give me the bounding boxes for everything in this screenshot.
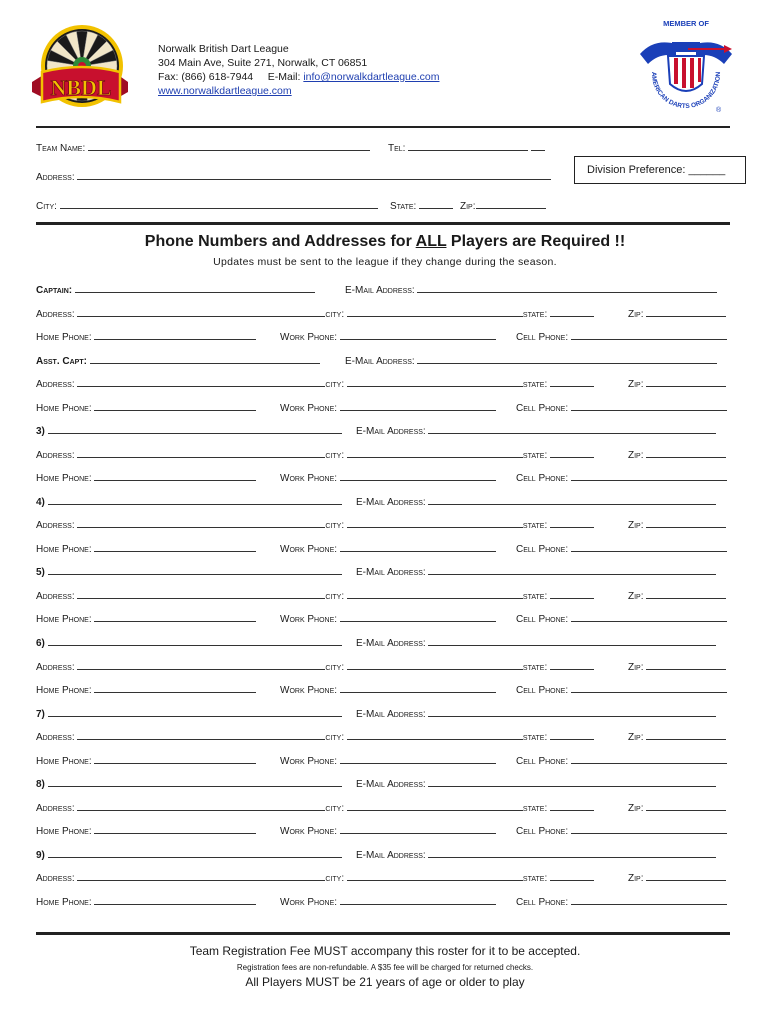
player-email-field[interactable] (428, 565, 716, 575)
player-email-row (356, 636, 716, 650)
player-cell-phone-field[interactable] (571, 401, 727, 411)
player-city-field[interactable] (347, 801, 523, 811)
player-email-row (356, 777, 716, 791)
player-home-phone-field[interactable] (94, 612, 256, 622)
team-zip-row (460, 199, 546, 213)
player-work-phone-label: Work Phone: (280, 614, 338, 626)
player-address-row (36, 518, 594, 532)
player-name-row (36, 354, 320, 368)
team-state-row (390, 199, 453, 213)
player-email-label: E-Mail Address: (345, 355, 415, 367)
player-home-phone-field[interactable] (94, 471, 256, 481)
team-state-field[interactable] (419, 199, 453, 209)
player-cell-phone-label: Cell Phone: (516, 543, 569, 555)
player-cell-phone-label: Cell Phone: (516, 755, 569, 767)
org-address: 304 Main Ave, Suite 271, Norwalk, CT 06851 (158, 57, 368, 69)
player-cell-phone-label: Cell Phone: (516, 896, 569, 908)
player-zip-row (628, 307, 726, 321)
player-home-phone-field[interactable] (94, 542, 256, 552)
player-email-field[interactable] (417, 354, 717, 364)
player-cell-phone-row (516, 824, 727, 838)
player-address-field[interactable] (77, 589, 325, 599)
section-title-all: ALL (415, 233, 447, 250)
player-state-field[interactable] (550, 589, 594, 599)
player-work-phone-label: Work Phone: (280, 755, 338, 767)
player-zip-label: Zip: (628, 732, 644, 744)
player-email-field[interactable] (428, 777, 716, 787)
player-home-phone-label: Home Phone: (36, 543, 92, 555)
player-work-phone-field[interactable] (340, 824, 496, 834)
section-rule (36, 222, 730, 225)
player-address-field[interactable] (77, 730, 325, 740)
player-state-field[interactable] (550, 801, 594, 811)
player-cell-phone-label: Cell Phone: (516, 473, 569, 485)
player-zip-row (628, 518, 726, 532)
player-cell-phone-label: Cell Phone: (516, 685, 569, 696)
player-state-field[interactable] (550, 377, 594, 387)
player-address-label: Address: (36, 873, 75, 885)
tel-field-ext[interactable] (531, 141, 545, 151)
player-zip-row (628, 377, 726, 391)
player-home-phone-label: Home Phone: (36, 685, 92, 696)
player-email-row (345, 354, 717, 368)
player-name-row (36, 848, 342, 862)
player-cell-phone-row (516, 895, 727, 909)
player-work-phone-field[interactable] (340, 401, 496, 411)
player-address-field[interactable] (77, 801, 325, 811)
player-home-phone-field[interactable] (94, 824, 256, 834)
player-email-field[interactable] (428, 848, 716, 858)
player-cell-phone-row (516, 683, 727, 697)
player-work-phone-field[interactable] (340, 612, 496, 622)
fax-email-line (158, 70, 440, 85)
player-address-field[interactable] (77, 518, 325, 528)
team-zip-field[interactable] (476, 199, 546, 209)
team-name-label: Team Name: (36, 143, 86, 154)
player-city-field[interactable] (347, 730, 523, 740)
player-cell-phone-label: Cell Phone: (516, 826, 569, 838)
player-state-label: state: (522, 308, 548, 320)
section-title-pre: Phone Numbers and Addresses for (144, 233, 416, 250)
player-home-phone-label: Home Phone: (36, 896, 92, 908)
player-city-field[interactable] (347, 377, 523, 387)
player-home-phone-row (36, 895, 256, 909)
player-address-field[interactable] (77, 377, 325, 387)
player-label: 7) (36, 708, 45, 720)
player-home-phone-row (36, 542, 256, 556)
player-name-row (36, 424, 342, 438)
player-work-phone-row (280, 824, 496, 838)
section-title-post: Players are Required !! (446, 233, 626, 250)
player-address-label: Address: (36, 520, 75, 532)
org-name: Norwalk British Dart League (158, 43, 289, 55)
player-state-field[interactable] (550, 871, 594, 881)
player-email-row (356, 424, 716, 438)
player-zip-field[interactable] (646, 589, 726, 599)
player-address-label: Address: (36, 732, 75, 744)
player-city-label: city: (325, 661, 345, 673)
player-home-phone-field[interactable] (94, 683, 256, 693)
player-name-row (36, 707, 342, 721)
player-email-row (356, 848, 716, 862)
player-home-phone-row (36, 330, 256, 344)
player-address-field[interactable] (77, 660, 325, 670)
player-home-phone-row (36, 824, 256, 838)
nbdl-logo (28, 20, 132, 120)
player-address-row (36, 660, 594, 674)
player-zip-field[interactable] (646, 518, 726, 528)
tel-field[interactable] (408, 141, 528, 151)
player-state-field[interactable] (550, 730, 594, 740)
player-email-field[interactable] (417, 283, 717, 293)
player-state-label: state: (522, 379, 548, 391)
player-work-phone-row (280, 471, 496, 485)
player-address-label: Address: (36, 449, 75, 461)
player-label: Captain: (36, 285, 73, 296)
player-state-field[interactable] (550, 660, 594, 670)
player-zip-row (628, 730, 726, 744)
player-cell-phone-field[interactable] (571, 471, 727, 481)
player-zip-row (628, 448, 726, 462)
player-zip-field[interactable] (646, 307, 726, 317)
player-name-field[interactable] (90, 354, 320, 364)
player-home-phone-field[interactable] (94, 895, 256, 905)
player-work-phone-row (280, 330, 496, 344)
player-work-phone-label: Work Phone: (280, 896, 338, 908)
player-address-label: Address: (36, 590, 75, 602)
player-zip-row (628, 589, 726, 603)
player-work-phone-field[interactable] (340, 542, 496, 552)
player-cell-phone-field[interactable] (571, 542, 727, 552)
player-cell-phone-field[interactable] (571, 895, 727, 905)
player-name-row (36, 495, 342, 509)
player-home-phone-label: Home Phone: (36, 332, 92, 343)
team-state-label: State: (390, 201, 417, 212)
player-name-row (36, 636, 342, 650)
team-address-field[interactable] (77, 170, 551, 180)
player-cell-phone-field[interactable] (571, 612, 727, 622)
player-work-phone-row (280, 683, 496, 697)
team-address-row (36, 170, 551, 184)
player-city-label: city: (325, 590, 345, 602)
player-address-label: Address: (36, 308, 75, 320)
player-home-phone-row (36, 754, 256, 768)
player-zip-field[interactable] (646, 448, 726, 458)
team-address-label: Address: (36, 172, 75, 183)
ado-reg-mark: ® (716, 107, 722, 114)
player-work-phone-field[interactable] (340, 683, 496, 693)
nonrefund-notice: Registration fees are non-refundable. A $35 fee will be charged for returned checks. (236, 963, 534, 972)
player-address-row (36, 448, 594, 462)
player-work-phone-row (280, 895, 496, 909)
player-work-phone-field[interactable] (340, 754, 496, 764)
player-cell-phone-row (516, 754, 727, 768)
player-zip-row (628, 801, 726, 815)
player-work-phone-field[interactable] (340, 895, 496, 905)
tel-label: Tel: (388, 143, 406, 154)
player-email-label: E-Mail Address: (356, 779, 426, 791)
player-cell-phone-row (516, 471, 727, 485)
player-zip-field[interactable] (646, 801, 726, 811)
section-title (0, 233, 770, 251)
player-address-row (36, 730, 594, 744)
player-zip-row (628, 660, 726, 674)
player-state-label: state: (522, 661, 548, 673)
player-name-field[interactable] (48, 777, 342, 787)
fax-number: Fax: (866) 618-7944 (158, 71, 254, 83)
player-zip-label: Zip: (628, 379, 644, 391)
section-subtitle: Updates must be sent to the league if they change during the season. (213, 256, 557, 268)
player-state-field[interactable] (550, 448, 594, 458)
player-state-field[interactable] (550, 518, 594, 528)
player-label: 9) (36, 849, 45, 861)
player-email-row (356, 707, 716, 721)
player-address-row (36, 307, 594, 321)
player-work-phone-row (280, 542, 496, 556)
player-work-phone-field[interactable] (340, 471, 496, 481)
player-work-phone-row (280, 401, 496, 415)
player-label: 8) (36, 779, 45, 791)
player-name-field[interactable] (48, 495, 342, 505)
player-work-phone-row (280, 754, 496, 768)
player-name-row (36, 283, 315, 297)
player-work-phone-label: Work Phone: (280, 473, 338, 485)
team-name-row (36, 141, 370, 155)
player-address-label: Address: (36, 379, 75, 391)
player-email-field[interactable] (428, 424, 716, 434)
player-state-label: state: (522, 732, 548, 744)
header-rule (36, 126, 730, 128)
player-zip-label: Zip: (628, 802, 644, 814)
player-home-phone-field[interactable] (94, 754, 256, 764)
player-city-label: city: (325, 520, 345, 532)
player-home-phone-label: Home Phone: (36, 755, 92, 767)
player-work-phone-label: Work Phone: (280, 402, 338, 414)
team-name-field[interactable] (88, 141, 370, 151)
player-email-field[interactable] (428, 707, 716, 717)
player-zip-label: Zip: (628, 873, 644, 885)
player-work-phone-label: Work Phone: (280, 685, 338, 696)
player-city-label: city: (325, 732, 345, 744)
player-work-phone-label: Work Phone: (280, 332, 338, 343)
player-email-label: E-Mail Address: (356, 426, 426, 438)
player-state-label: state: (522, 802, 548, 814)
player-cell-phone-row (516, 330, 727, 344)
player-label: 5) (36, 567, 45, 579)
tel-row (388, 141, 545, 155)
player-city-label: city: (325, 802, 345, 814)
player-work-phone-row (280, 612, 496, 626)
website-link[interactable]: www.norwalkdartleague.com (158, 85, 292, 97)
player-state-field[interactable] (550, 307, 594, 317)
player-address-row (36, 871, 594, 885)
player-cell-phone-field[interactable] (571, 683, 727, 693)
player-email-row (345, 283, 717, 297)
player-city-field[interactable] (347, 589, 523, 599)
player-zip-label: Zip: (628, 308, 644, 320)
player-city-field[interactable] (347, 307, 523, 317)
player-name-field[interactable] (75, 283, 315, 293)
player-cell-phone-field[interactable] (571, 330, 727, 340)
player-home-phone-row (36, 683, 256, 697)
logo-text: NBDL (50, 75, 112, 100)
player-email-field[interactable] (428, 495, 716, 505)
player-name-field[interactable] (48, 565, 342, 575)
player-cell-phone-label: Cell Phone: (516, 614, 569, 626)
player-home-phone-row (36, 471, 256, 485)
player-home-phone-field[interactable] (94, 401, 256, 411)
player-email-label: E-Mail Address: (356, 567, 426, 579)
player-cell-phone-field[interactable] (571, 754, 727, 764)
player-state-label: state: (522, 449, 548, 461)
player-label: 6) (36, 638, 45, 649)
player-name-row (36, 777, 342, 791)
player-address-row (36, 801, 594, 815)
player-zip-field[interactable] (646, 660, 726, 670)
player-zip-label: Zip: (628, 520, 644, 532)
player-email-field[interactable] (428, 636, 716, 646)
division-preference: Division Preference: ______ (587, 164, 726, 176)
ado-logo (632, 14, 740, 122)
player-home-phone-label: Home Phone: (36, 402, 92, 414)
player-cell-phone-label: Cell Phone: (516, 402, 569, 414)
player-city-field[interactable] (347, 660, 523, 670)
player-zip-field[interactable] (646, 377, 726, 387)
team-city-row (36, 199, 378, 213)
player-email-label: E-Mail Address: (345, 285, 415, 296)
player-address-label: Address: (36, 802, 75, 814)
player-address-label: Address: (36, 661, 75, 673)
player-home-phone-label: Home Phone: (36, 473, 92, 485)
player-city-field[interactable] (347, 448, 523, 458)
ado-text: AMERICAN DARTS ORGANIZATION (649, 71, 723, 111)
footer-rule (36, 932, 730, 935)
player-city-label: city: (325, 379, 345, 391)
player-email-label: E-Mail Address: (356, 496, 426, 508)
player-cell-phone-row (516, 612, 727, 626)
player-address-row (36, 377, 594, 391)
player-email-row (356, 495, 716, 509)
age-notice: All Players MUST be 21 years of age or older to play (245, 975, 525, 989)
player-email-row (356, 565, 716, 579)
player-label: Asst. Capt: (36, 355, 87, 367)
player-cell-phone-row (516, 542, 727, 556)
player-name-field[interactable] (48, 424, 342, 434)
player-email-label: E-Mail Address: (356, 849, 426, 861)
player-address-field[interactable] (77, 448, 325, 458)
player-zip-label: Zip: (628, 590, 644, 602)
player-cell-phone-label: Cell Phone: (516, 332, 569, 343)
player-zip-label: Zip: (628, 661, 644, 673)
player-state-label: state: (522, 590, 548, 602)
player-city-field[interactable] (347, 518, 523, 528)
player-email-label: E-Mail Address: (356, 708, 426, 720)
division-box[interactable] (574, 156, 746, 184)
player-city-field[interactable] (347, 871, 523, 881)
player-home-phone-row (36, 612, 256, 626)
player-city-label: city: (325, 449, 345, 461)
ado-member-text: MEMBER OF (663, 19, 709, 28)
player-state-label: state: (522, 520, 548, 532)
team-zip-label: Zip: (460, 201, 476, 212)
team-city-label: City: (36, 201, 57, 212)
email-label: E-Mail: (267, 71, 301, 83)
player-work-phone-field[interactable] (340, 330, 496, 340)
player-work-phone-label: Work Phone: (280, 543, 338, 555)
player-label: 3) (36, 426, 45, 438)
player-address-field[interactable] (77, 871, 325, 881)
email-link[interactable]: info@norwalkdartleague.com (303, 71, 440, 83)
player-cell-phone-field[interactable] (571, 824, 727, 834)
player-address-field[interactable] (77, 307, 325, 317)
player-city-label: city: (325, 308, 345, 320)
player-home-phone-label: Home Phone: (36, 614, 92, 626)
player-home-phone-row (36, 401, 256, 415)
player-state-label: state: (522, 873, 548, 885)
player-name-field[interactable] (48, 848, 342, 858)
player-zip-row (628, 871, 726, 885)
team-city-field[interactable] (60, 199, 378, 209)
player-label: 4) (36, 496, 45, 508)
player-email-label: E-Mail Address: (356, 638, 426, 649)
fee-notice: Team Registration Fee MUST accompany this roster for it to be accepted. (189, 944, 581, 958)
player-cell-phone-row (516, 401, 727, 415)
player-work-phone-label: Work Phone: (280, 826, 338, 838)
player-zip-field[interactable] (646, 871, 726, 881)
player-name-field[interactable] (48, 707, 342, 717)
player-home-phone-field[interactable] (94, 330, 256, 340)
player-zip-field[interactable] (646, 730, 726, 740)
player-home-phone-label: Home Phone: (36, 826, 92, 838)
player-zip-label: Zip: (628, 449, 644, 461)
player-name-field[interactable] (48, 636, 342, 646)
player-city-label: city: (325, 873, 345, 885)
player-name-row (36, 565, 342, 579)
player-address-row (36, 589, 594, 603)
